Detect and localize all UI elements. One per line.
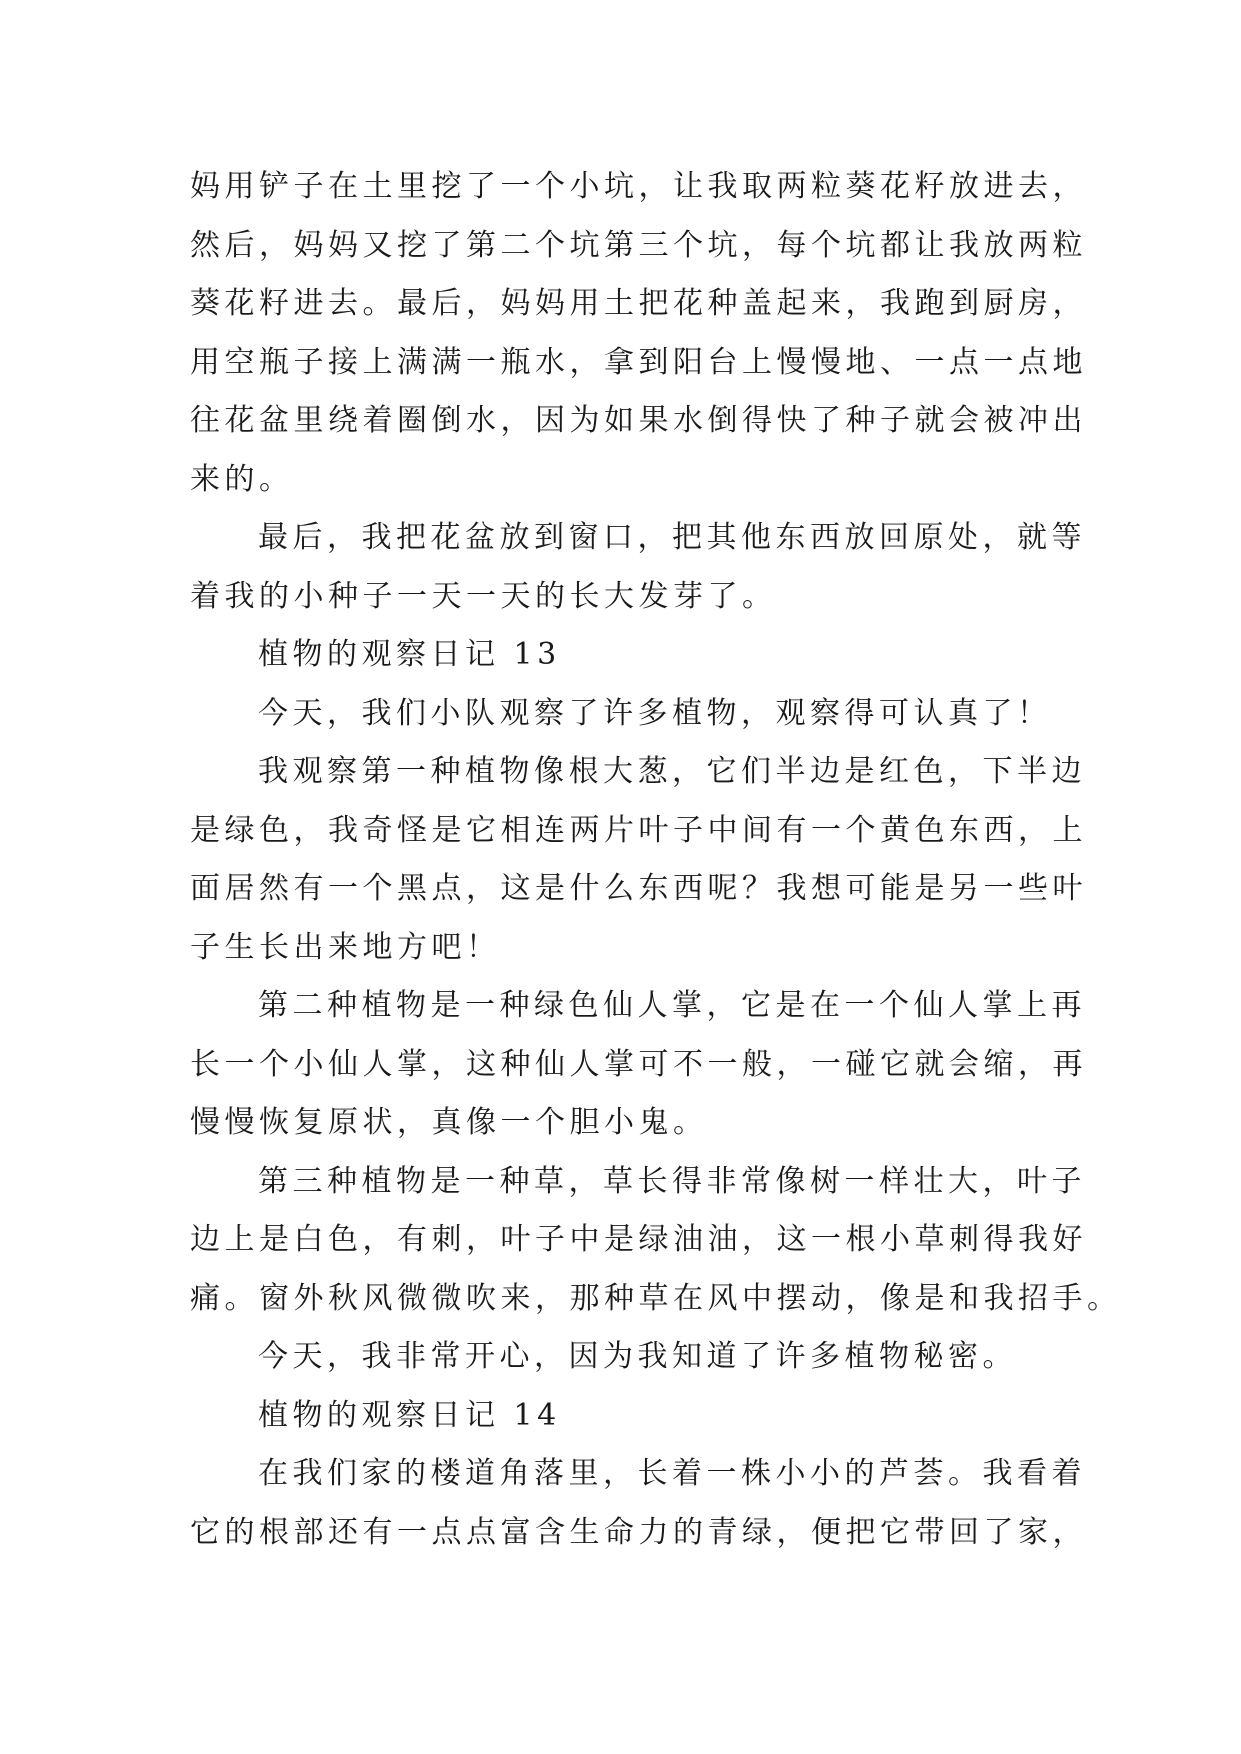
text-line: 边上是白色，有刺，叶子中是绿油油，这一根小草刺得我好 — [190, 1222, 1087, 1257]
text-line: 慢慢恢复原状，真像一个胆小鬼。 — [190, 1105, 708, 1140]
text-line: 第二种植物是一种绿色仙人掌，它是在一个仙人掌上再 — [258, 988, 1086, 1023]
paragraph — [190, 1387, 1070, 1446]
text-line: 我观察第一种植物像根大葱，它们半边是红色，下半边 — [258, 754, 1086, 789]
text-line: 葵花籽进去。最后，妈妈用土把花种盖起来，我跑到厨房， — [190, 286, 1087, 321]
text-line: 往花盆里绕着圈倒水，因为如果水倒得快了种子就会被冲出 — [190, 403, 1087, 438]
text-line: 长一个小仙人掌，这种仙人掌可不一般，一碰它就会缩，再 — [190, 1046, 1087, 1082]
text-line: 妈用铲子在土里挖了一个小坑，让我取两粒葵花籽放进去， — [190, 169, 1087, 204]
paragraph — [190, 1328, 1070, 1387]
text-line: 它的根部还有一点点富含生命力的青绿，便把它带回了家， — [190, 1514, 1087, 1550]
body-text — [190, 158, 1122, 1562]
text-line: 植物的观察日记 14 — [258, 1397, 561, 1433]
text-line: 痛。窗外秋风微微吹来，那种草在风中摆动，像是和我招手。 — [190, 1280, 1122, 1316]
text-line: 来的。 — [190, 461, 294, 497]
text-line: 最后，我把花盆放到窗口，把其他东西放回原处，就等 — [258, 520, 1086, 555]
text-line: 今天，我非常开心，因为我知道了许多植物秘密。 — [258, 1339, 1017, 1374]
text-line: 用空瓶子接上满满一瓶水，拿到阳台上慢慢地、一点一点地 — [190, 344, 1087, 380]
paragraph — [190, 685, 1070, 744]
text-line: 今天，我们小队观察了许多植物，观察得可认真了！ — [258, 695, 1052, 731]
paragraph — [190, 509, 1086, 626]
paragraph — [190, 1153, 1122, 1329]
text-line: 面居然有一个黑点，这是什么东西呢？我想可能是另一些叶 — [190, 871, 1087, 906]
paragraph — [190, 1445, 1087, 1562]
text-line: 是绿色，我奇怪是它相连两片叶子中间有一个黄色东西，上 — [190, 812, 1087, 848]
text-line: 子生长出来地方吧！ — [190, 929, 501, 965]
paragraph — [190, 626, 1070, 685]
text-line: 着我的小种子一天一天的长大发芽了。 — [190, 578, 777, 614]
text-line: 然后，妈妈又挖了第二个坑第三个坑，每个坑都让我放两粒 — [190, 227, 1087, 263]
text-line: 植物的观察日记 13 — [258, 637, 561, 672]
paragraph — [190, 977, 1087, 1153]
text-line: 第三种植物是一种草，草长得非常像树一样壮大，叶子 — [258, 1163, 1086, 1199]
text-line: 在我们家的楼道角落里，长着一株小小的芦荟。我看着 — [258, 1456, 1086, 1491]
paragraph — [190, 743, 1087, 977]
paragraph — [190, 158, 1087, 509]
